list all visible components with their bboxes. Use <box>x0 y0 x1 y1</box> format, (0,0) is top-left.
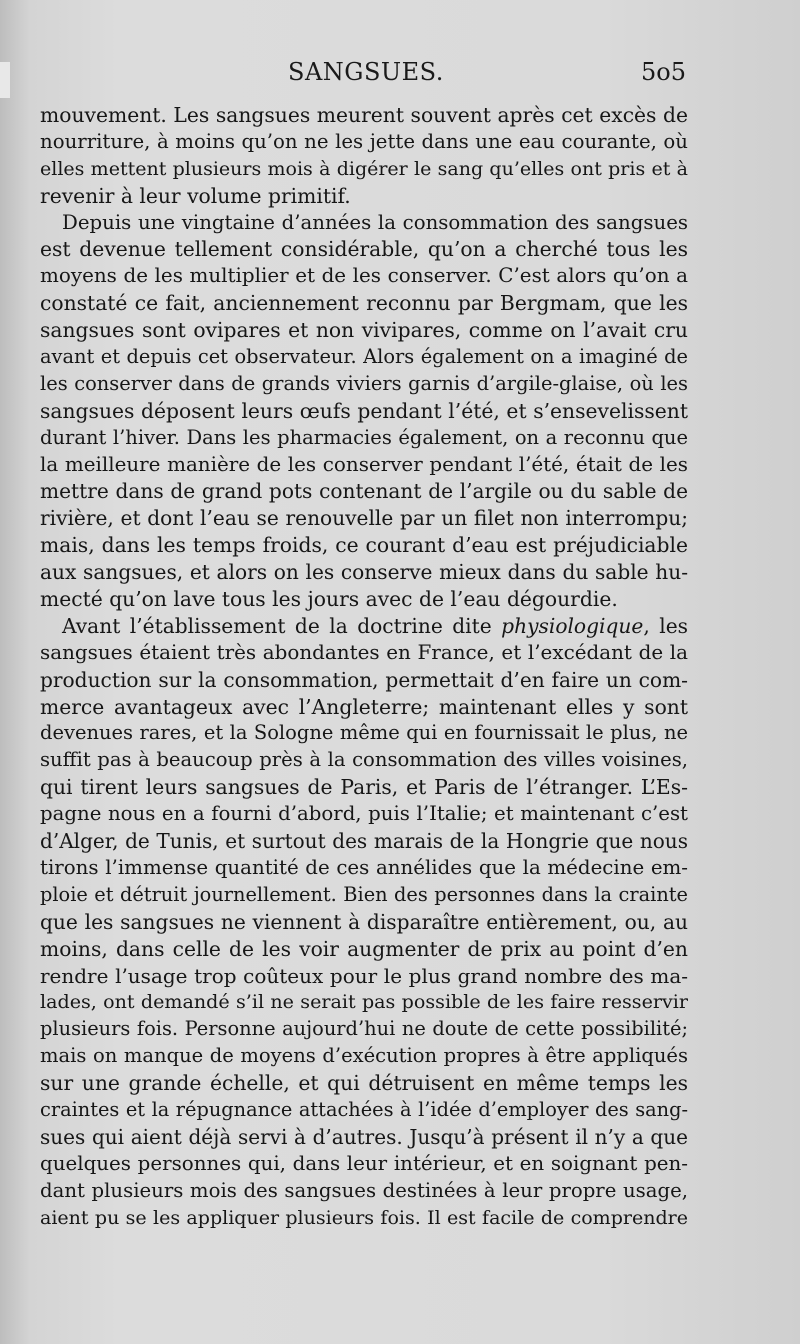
text-line: que les sangsues ne viennent à disparaître entièrement, ou, au <box>40 909 688 934</box>
text-line: les conserver dans de grands viviers garnis d’argile-glaise, où les <box>40 371 688 395</box>
text-segment: Avant l’établissement de la doctrine dite <box>62 613 502 638</box>
text-line: Depuis une vingtaine d’années la consommation des sangsues <box>62 210 688 234</box>
text-line: d’Alger, de Tunis, et surtout des marais de la Hongrie que nous <box>40 829 688 854</box>
text-line: merce avantageux avec l’Angleterre; maintenant elles y sont <box>40 694 688 719</box>
text-line: elles mettent plusieurs mois à digérer le sang qu’elles ont pris et à <box>40 157 688 180</box>
text-line: moyens de les multiplier et de les conserver. C’est alors qu’on a <box>40 264 688 288</box>
paragraph <box>40 210 688 613</box>
text-line: la meilleure manière de les conserver pendant l’été, était de les <box>40 452 688 476</box>
text-line: mouvement. Les sangsues meurent souvent après cet excès de <box>40 103 688 127</box>
text-line: suffit pas à beaucoup près à la consommation des villes voisines, <box>40 748 688 772</box>
text-line: sues qui aient déjà servi à d’autres. Jusqu’à présent il n’y a que <box>40 1124 688 1149</box>
text-line: craintes et la répugnance attachées à l’idée d’employer des sang- <box>40 1097 688 1121</box>
text-line: sur une grande échelle, et qui détruisent en même temps les <box>40 1071 688 1096</box>
text-line: ploie et détruit journellement. Bien des personnes dans la crainte <box>40 882 688 906</box>
text-line: constaté ce fait, anciennement reconnu par Bergmam, que les <box>40 291 688 316</box>
text-line: nourriture, à moins qu’on ne les jette dans une eau courante, où <box>40 129 688 153</box>
page-header <box>0 56 800 96</box>
paragraph <box>40 102 688 210</box>
text-line: lades, ont demandé s’il ne serait pas possible de les faire resservir <box>40 991 688 1014</box>
text-line: est devenue tellement considérable, qu’on a cherché tous les <box>40 237 688 262</box>
text-line: sangsues sont ovipares et non vivipares, comme on l’avait cru <box>40 318 688 343</box>
text-line: durant l’hiver. Dans les pharmacies également, on a reconnu que <box>40 425 688 449</box>
text-line: sangsues déposent leurs œufs pendant l’été, et s’ensevelissent <box>40 398 688 423</box>
text-line: mecté qu’on lave tous les jours avec de l’eau dégourdie. <box>40 587 618 612</box>
text-line: quelques personnes qui, dans leur intérieur, et en soignant pen- <box>40 1151 688 1175</box>
body-text <box>40 102 688 1231</box>
text-line: revenir à leur volume primitif. <box>40 183 351 208</box>
text-line: qui tirent leurs sangsues de Paris, et Paris de l’étranger. L’Es- <box>40 775 688 800</box>
text-segment: , les <box>643 613 688 638</box>
running-title: SANGSUES. <box>288 58 444 86</box>
paragraph <box>40 613 688 1231</box>
text-line: sangsues étaient très abondantes en France, et l’excédant de la <box>40 640 688 664</box>
text-line: avant et depuis cet observateur. Alors également on a imaginé de <box>40 345 688 369</box>
text-line: rivière, et dont l’eau se renouvelle par un filet non interrompu; <box>40 506 688 531</box>
text-line: moins, dans celle de les voir augmenter de prix au point d’en <box>40 936 688 961</box>
text-line: rendre l’usage trop coûteux pour le plus grand nombre des ma- <box>40 963 688 988</box>
text-line: production sur la consommation, permettait d’en faire un com- <box>40 667 688 692</box>
text-line: pagne nous en a fourni d’abord, puis l’Italie; et maintenant c’est <box>40 802 688 826</box>
text-line <box>40 613 688 640</box>
page-number: 5o5 <box>641 58 686 86</box>
text-line: aux sangsues, et alors on les conserve mieux dans du sable hu- <box>40 560 688 585</box>
text-line: mettre dans de grand pots contenant de l’argile ou du sable de <box>40 479 688 504</box>
text-line: tirons l’immense quantité de ces annélides que la médecine em- <box>40 855 688 879</box>
text-line: dant plusieurs mois des sangsues destinées à leur propre usage, <box>40 1178 688 1202</box>
text-line: devenues rares, et la Sologne même qui en fournissait le plus, ne <box>40 721 688 745</box>
italic-term: physiologique <box>501 613 644 638</box>
text-line: mais on manque de moyens d’exécution propres à être appliqués <box>40 1044 688 1068</box>
text-line: plusieurs fois. Personne aujourd’hui ne doute de cette possibilité; <box>40 1017 688 1041</box>
text-line: aient pu se les appliquer plusieurs fois. Il est facile de comprendre <box>40 1206 688 1229</box>
text-line: mais, dans les temps froids, ce courant d’eau est préjudiciable <box>40 533 688 558</box>
